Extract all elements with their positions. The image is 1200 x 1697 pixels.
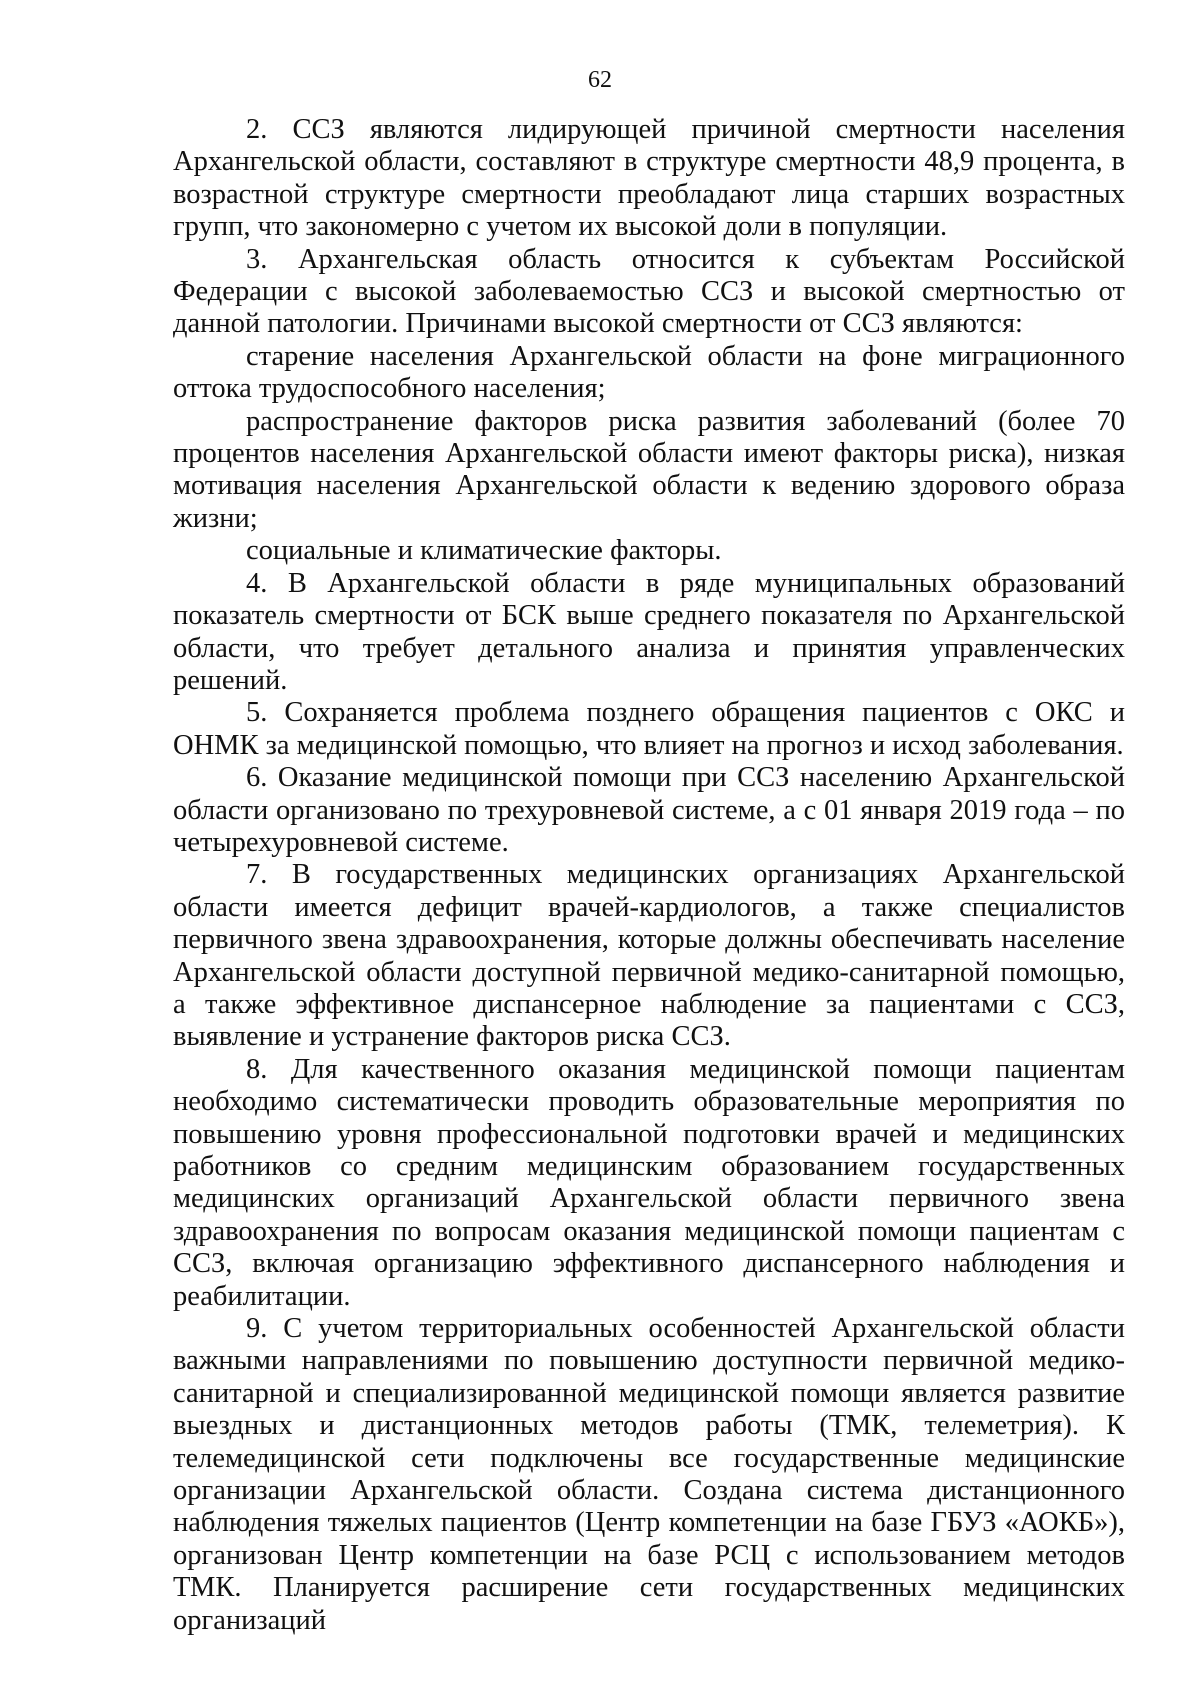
paragraph-2-mortality-leading-cause: 2. ССЗ являются лидирующей причиной смертности населения Архангельской области, составляют в структуре смертности 48,9 процента, в возрастной структуре смертности преобладают лица старших возрастных групп, что закономерно с учетом их высокой доли в популяции. <box>173 114 1125 243</box>
paragraph-3-high-morbidity: 3. Архангельская область относится к субъектам Российской Федерации с высокой заболеваемостью ССЗ и высокой смертностью от данной патологии. Причинами высокой смертности от ССЗ являются: <box>173 243 1125 340</box>
paragraph-9-telemedicine: 9. С учетом территориальных особенностей Архангельской области важными направлениями по повышению доступности первичной медико-санитарной и специализированной медицинской помощи является развитие выездных и дистанционных методов работы (ТМК, телеметрия). К телемедицинской сети подключены все государственные медицинские организации Архангельской области. Создана система дистанционного наблюдения тяжелых пациентов (Центр компетенции на базе ГБУЗ «АОКБ»), организован Центр компетенции на базе РСЦ с использованием методов ТМК. Планируется расширение сети государственных медицинских организаций <box>173 1313 1125 1636</box>
paragraph-8-education: 8. Для качественного оказания медицинской помощи пациентам необходимо систематически проводить образовательные мероприятия по повышению уровня профессиональной подготовки врачей и медицинских работников со средним медицинским образованием государственных медицинских организаций Архангельской области первичного звена здравоохранения по вопросам оказания медицинской помощи пациентам с ССЗ, включая организацию эффективного диспансерного наблюдения и реабилитации. <box>173 1053 1125 1312</box>
paragraph-cause-risk-factors: распространение факторов риска развития заболеваний (более 70 процентов населения Архангельской области имеют факторы риска), низкая мотивация населения Архангельской области к ведению здорового образа жизни; <box>173 405 1125 534</box>
paragraph-5-late-treatment: 5. Сохраняется проблема позднего обращения пациентов с ОКС и ОНМК за медицинской помощью, что влияет на прогноз и исход заболевания. <box>173 697 1125 761</box>
document-body <box>173 114 1125 1637</box>
paragraph-6-care-levels: 6. Оказание медицинской помощи при ССЗ населению Архангельской области организовано по трехуровневой системе, а с 01 января 2019 года – по четырехуровневой системе. <box>173 762 1125 858</box>
paragraph-7-staff-deficit: 7. В государственных медицинских организациях Архангельской области имеется дефицит врачей-кардиологов, а также специалистов первичного звена здравоохранения, которые должны обеспечивать население Архангельской области доступной первичной медико-санитарной помощью, а также эффективное диспансерное наблюдение за пациентами с ССЗ, выявление и устранение факторов риска ССЗ. <box>173 859 1125 1053</box>
page-number: 62 <box>588 67 612 93</box>
paragraph-cause-social-climate: социальные и климатические факторы. <box>246 535 722 567</box>
paragraph-cause-aging-population: старение населения Архангельской области на фоне миграционного оттока трудоспособного населения; <box>173 340 1125 405</box>
paragraph-4-municipal-mortality: 4. В Архангельской области в ряде муниципальных образований показатель смертности от БСК выше среднего показателя по Архангельской области, что требует детального анализа и принятия управленческих решений. <box>173 567 1125 696</box>
